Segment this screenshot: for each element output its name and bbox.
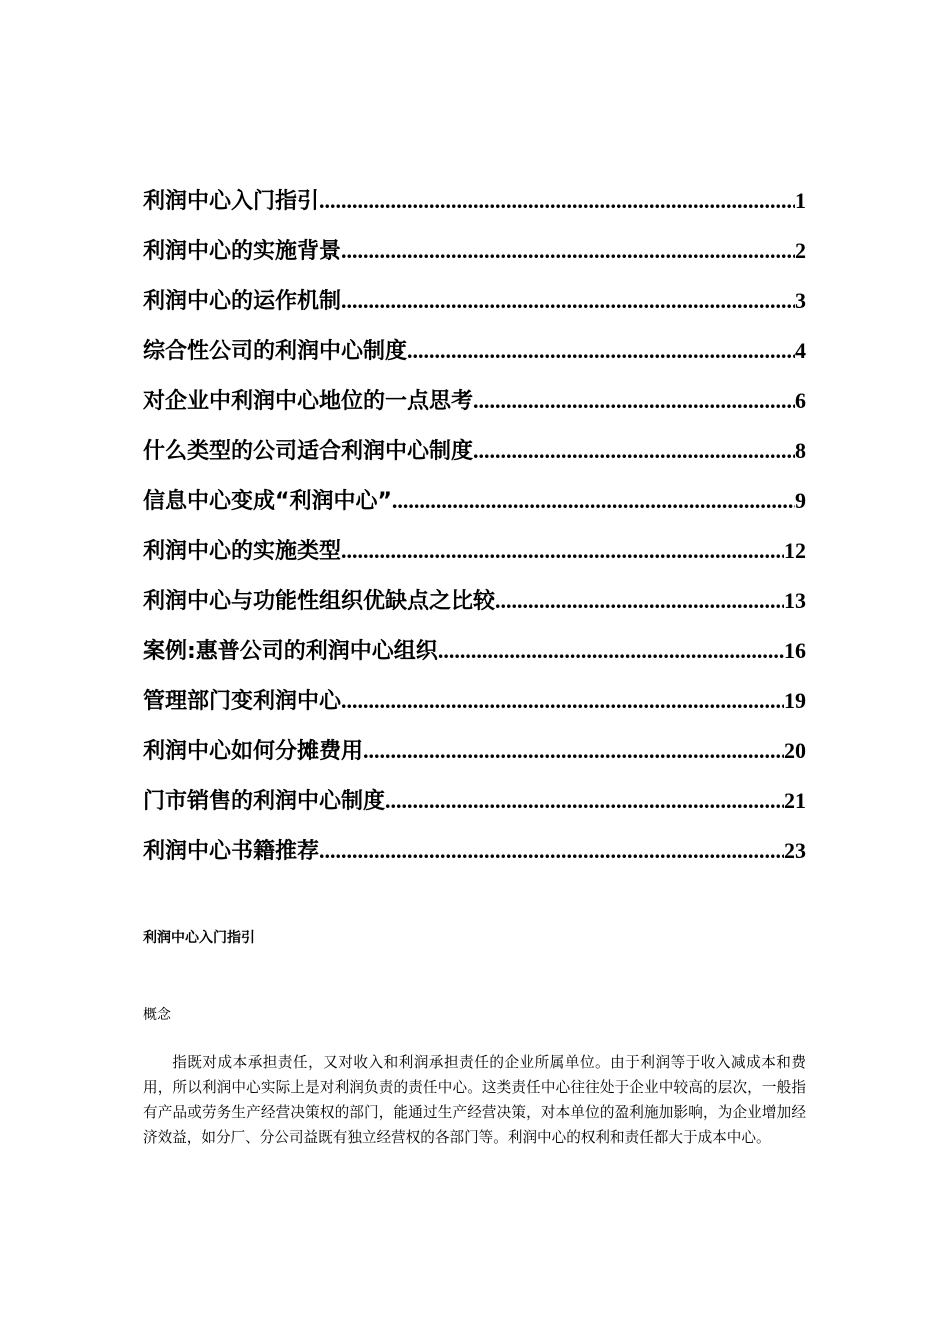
toc-dot-leader [319,826,784,877]
toc-entry[interactable] [143,676,806,726]
toc-dot-leader [341,676,784,727]
toc-dot-leader [341,276,795,327]
section-heading: 利润中心入门指引 [143,930,255,946]
toc-entry-page-number: 12 [784,538,806,563]
toc-dot-leader [407,326,795,377]
toc-dot-leader [363,726,784,777]
toc-entry-title: 利润中心的实施背景 [143,239,342,264]
toc-entry-page-number: 8 [795,438,806,463]
toc-entry-title: 什么类型的公司适合利润中心制度 [143,439,474,464]
toc-dot-leader [473,376,795,427]
toc-entry-title: 利润中心入门指引 [143,189,320,214]
toc-entry-page-number: 21 [784,788,806,813]
toc-entry[interactable] [143,426,806,476]
toc-entry-page-number: 13 [784,588,806,613]
toc-entry-page-number: 6 [795,388,806,413]
toc-dot-leader [319,176,795,227]
toc-entry-title: 利润中心的运作机制 [143,289,342,314]
toc-entry[interactable] [143,726,806,776]
toc-entry-title: 利润中心如何分摊费用 [143,739,364,764]
toc-entry-title: 案例:惠普公司的利润中心组织 [143,639,438,664]
toc-entry[interactable] [143,776,806,826]
toc-dot-leader [473,426,795,477]
toc-entry-page-number: 19 [784,688,806,713]
toc-dot-leader [341,526,784,577]
toc-entry[interactable] [143,376,806,426]
concept-paragraph: 指既对成本承担责任，又对收入和利润承担责任的企业所属单位。由于利润等于收入减成本和费用，所以利润中心实际上是对利润负责的责任中心。这类责任中心往往处于企业中较高的层次，一般指有产品或劳务生产经营决策权的部门，能通过生产经营决策，对本单位的盈利施加影响，为企业增加经济效益，如分厂、分公司益既有独立经营权的各部门等。利润中心的权利和责任都大于成本中心。 [143,1054,806,1146]
toc-entry-page-number: 9 [795,488,806,513]
toc-entry-page-number: 23 [784,838,806,863]
toc-entry[interactable] [143,576,806,626]
toc-dot-leader [495,576,784,627]
toc-entry-title: 利润中心书籍推荐 [143,839,320,864]
toc-dot-leader [438,626,784,677]
toc-entry-title: 利润中心与功能性组织优缺点之比较 [143,589,496,614]
toc-entry[interactable] [143,176,806,226]
toc-entry-title: 综合性公司的利润中心制度 [143,339,408,364]
toc-dot-leader [392,476,795,527]
toc-dot-leader [385,776,784,827]
toc-entry-title: 信息中心变成“利润中心” [143,489,392,514]
table-of-contents [143,176,806,876]
toc-entry-title: 管理部门变利润中心 [143,689,342,714]
toc-entry[interactable] [143,326,806,376]
toc-entry-page-number: 2 [795,238,806,263]
toc-entry[interactable] [143,476,806,526]
toc-entry[interactable] [143,526,806,576]
toc-entry-page-number: 1 [795,188,806,213]
toc-entry-page-number: 20 [784,738,806,763]
toc-entry[interactable] [143,826,806,876]
toc-entry-page-number: 3 [795,288,806,313]
toc-entry[interactable] [143,626,806,676]
toc-entry-title: 利润中心的实施类型 [143,539,342,564]
toc-dot-leader [341,226,795,277]
toc-entry-page-number: 16 [784,638,806,663]
toc-entry[interactable] [143,226,806,276]
concept-subheading: 概念 [143,1007,171,1023]
toc-entry[interactable] [143,276,806,326]
toc-entry-title: 门市销售的利润中心制度 [143,789,386,814]
toc-entry-title: 对企业中利润中心地位的一点思考 [143,389,474,414]
toc-entry-page-number: 4 [795,338,806,363]
